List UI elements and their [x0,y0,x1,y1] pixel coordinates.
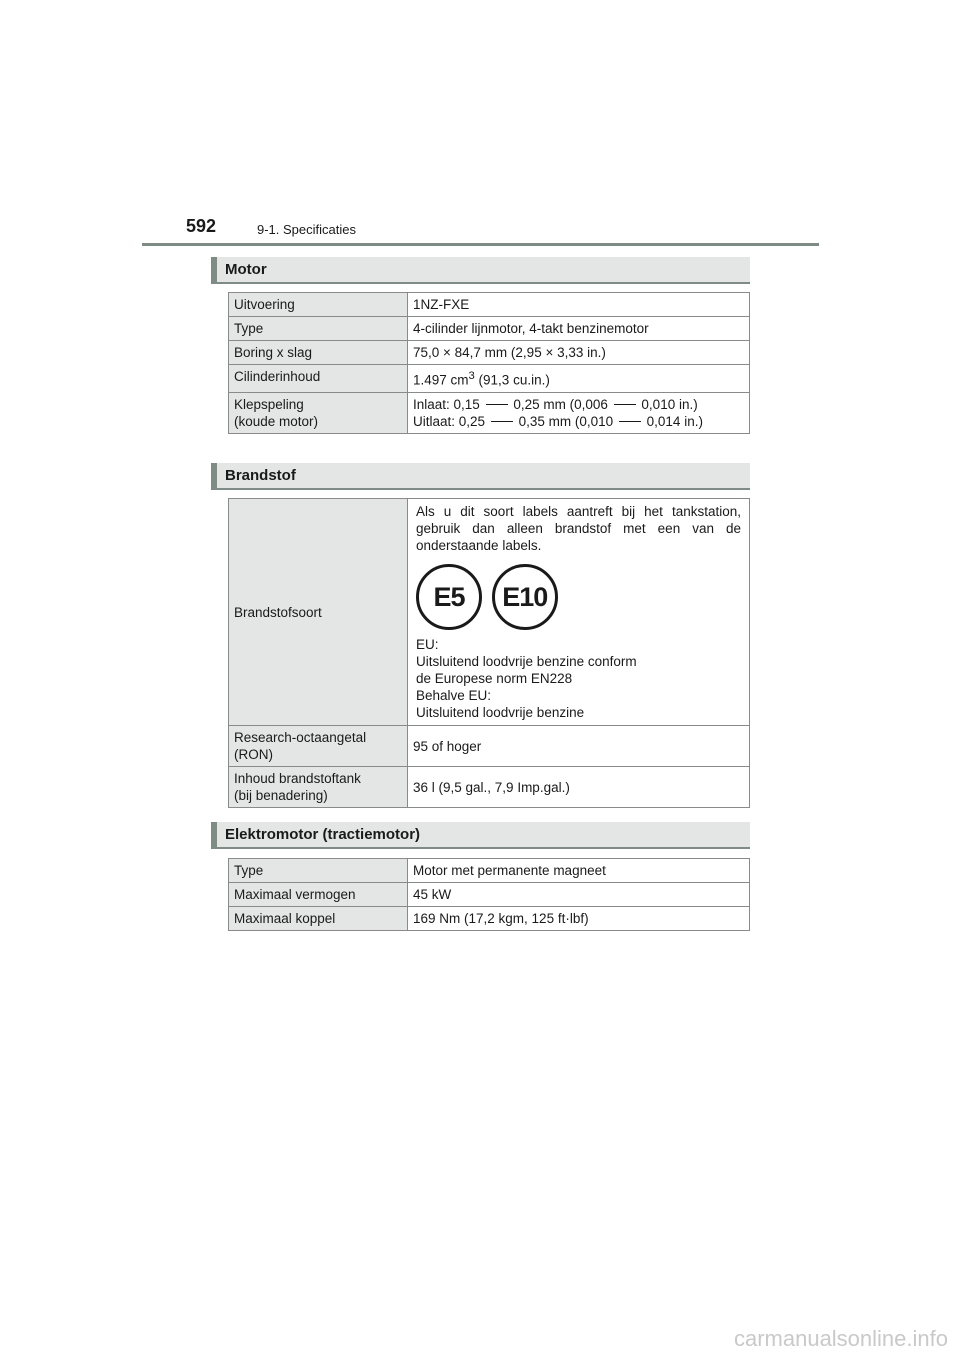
table-row [229,883,750,907]
row-value: 169 Nm (17,2 kgm, 125 ft·lbf) [408,907,750,931]
fuel-note: Behalve EU: [416,688,492,703]
chapter-title: 9-1. Specificaties [257,222,356,237]
e10-label-badge: E10 [492,564,558,630]
range-dash [486,404,508,405]
page-header [186,214,826,244]
row-key: Research-octaangetal (RON) [229,726,408,767]
table-row [229,767,750,808]
motor-spec-table [228,292,750,434]
fuel-note: Uitsluitend loodvrije benzine [416,705,585,720]
table-row [229,365,750,393]
section-header-brandstof [211,463,750,490]
row-key: Maximaal vermogen [229,883,408,907]
row-key: Inhoud brandstoftank (bij benadering) [229,767,408,808]
row-value: 95 of hoger [408,726,750,767]
section-title: Elektromotor (tractiemotor) [225,826,421,843]
table-row [229,859,750,883]
watermark: carmanualsonline.info [733,1326,948,1351]
row-value: 4-cilinder lijnmotor, 4-takt benzinemotor [408,317,750,341]
row-value: 75,0 × 84,7 mm (2,95 × 3,33 in.) [408,341,750,365]
section-title: Brandstof [225,467,296,484]
row-key: Maximaal koppel [229,907,408,931]
row-key: Type [229,859,408,883]
row-value: 36 l (9,5 gal., 7,9 Imp.gal.) [408,767,750,808]
row-value: Inlaat: 0,15 0,25 mm (0,006 0,010 in.) Uitlaat: 0,25 0,35 mm (0,010 0,014 in.) [408,392,750,433]
table-row [229,499,750,726]
table-row [229,317,750,341]
row-key: Boring x slag [229,341,408,365]
range-dash [614,404,636,405]
row-key: Type [229,317,408,341]
row-key: Cilinderinhoud [229,365,408,393]
section-title: Motor [225,261,267,278]
row-key: Brandstofsoort [229,499,408,726]
row-value: Motor met permanente magneet [408,859,750,883]
row-value [408,499,750,726]
page-number: 592 [186,216,217,236]
fuel-note: Uitsluitend loodvrije benzine conform [416,654,637,669]
row-value: 45 kW [408,883,750,907]
row-key: Klepspeling (koude motor) [229,392,408,433]
range-dash [619,421,641,422]
row-key: Uitvoering [229,293,408,317]
table-row [229,341,750,365]
row-value: 1.497 $cm^3$ (91,3 cu.in.) [408,365,750,393]
fuel-note: de Europese norm EN228 [416,671,573,686]
section-header-motor [211,257,750,284]
table-row [229,726,750,767]
table-row [229,293,750,317]
section-header-elektromotor [211,822,750,849]
e5-label-badge: E5 [416,564,482,630]
row-value: 1NZ-FXE [408,293,750,317]
electric-motor-spec-table [228,858,750,931]
fuel-note: EU: [416,637,439,652]
header-rule [142,243,819,246]
fuel-intro: Als u dit soort labels aantreft bij het tankstation, gebruik dan alleen brandstof met een van de onderstaande labels. [416,504,741,553]
fuel-labels [416,564,741,630]
table-row [229,392,750,433]
fuel-spec-table [228,498,750,808]
range-dash [491,421,513,422]
table-row [229,907,750,931]
